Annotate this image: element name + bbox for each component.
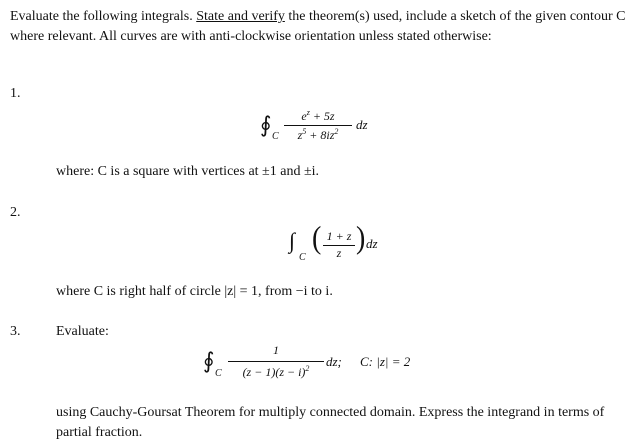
instructions-part1: Evaluate the following integrals.	[10, 9, 193, 24]
fraction-numerator: 1 + z	[326, 229, 352, 243]
contour-subscript: C	[299, 252, 306, 263]
fraction-bar	[228, 361, 324, 362]
fraction-numerator: 1	[273, 343, 279, 357]
right-paren: )	[356, 220, 366, 257]
fraction-denominator: $z^5 + 8iz^2$	[297, 127, 339, 142]
fraction-denominator: $(z - 1)(z - i)^2$	[242, 364, 310, 379]
fraction-numerator: $e^z + 5z$	[301, 108, 335, 123]
contour-subscript: C	[215, 368, 222, 379]
instructions-part2: the theorem(s) used, include a sketch of the given contour C where relevant. All curves are with anti-clockwise orientation unless stated otherwise:	[10, 9, 626, 44]
problem-3-label: Evaluate:	[56, 324, 109, 339]
differential: dz	[356, 117, 368, 132]
problem-1-number: 1.	[10, 86, 21, 101]
state-and-verify-text: State and verify	[196, 9, 285, 24]
contour-subscript: C	[272, 131, 279, 142]
differential: dz;	[326, 354, 342, 369]
left-paren: (	[312, 220, 322, 257]
contour-integral-symbol: ∮	[203, 348, 215, 373]
differential: dz	[366, 236, 378, 251]
instructions-paragraph	[10, 7, 632, 47]
problem-3-number: 3.	[10, 324, 21, 339]
integral-symbol: ∫	[289, 228, 296, 253]
contour-integral-symbol: ∮	[260, 112, 272, 137]
problem-1-condition: where: C is a square with vertices at ±1 and ±i.	[56, 164, 320, 179]
fraction-bar	[284, 125, 352, 126]
problem-2-number: 2.	[10, 205, 21, 220]
contour-condition: C: |z| = 2	[360, 354, 411, 369]
problem-2-condition: where C is right half of circle |z| = 1, from −i to i.	[56, 284, 333, 299]
problem-3-instructions: using Cauchy-Goursat Theorem for multiply connected domain. Express the integrand in terms of partial fraction.	[56, 405, 605, 440]
fraction-denominator: z	[336, 246, 342, 260]
